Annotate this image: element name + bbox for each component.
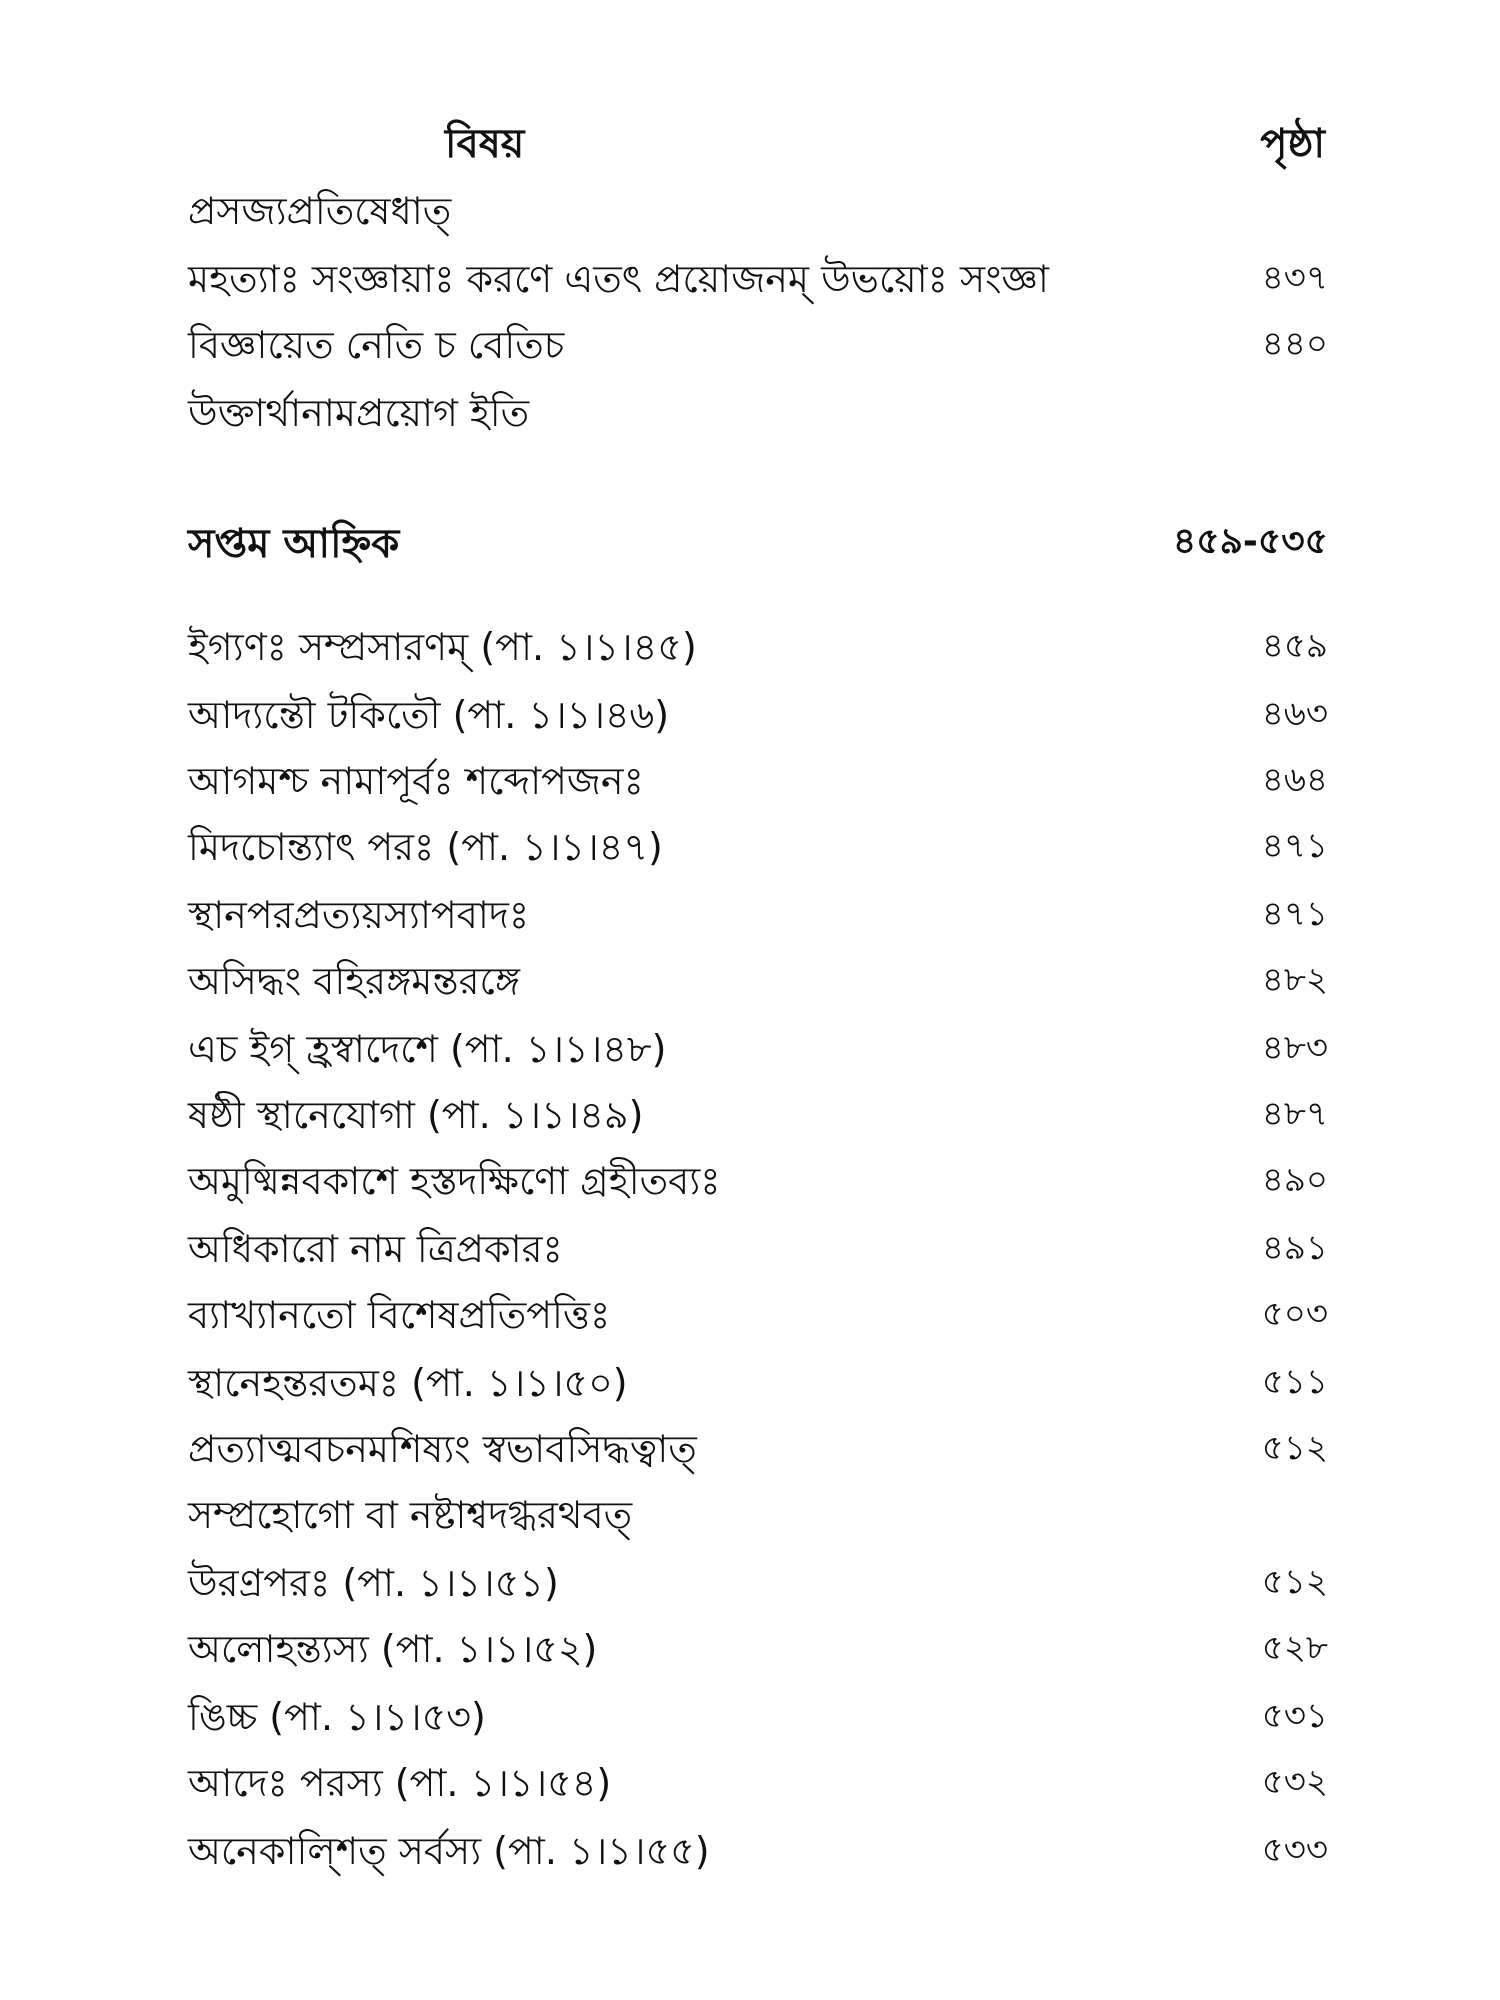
entry-title: বিজ্ঞায়েত নেতি চ বেতিচ: [188, 323, 565, 367]
toc-entry: [188, 752, 1328, 812]
toc-entry: [188, 1754, 1328, 1814]
section-title: সপ্তম আহ্নিক: [188, 521, 400, 567]
entry-page: ৫১২: [1261, 1562, 1328, 1602]
entry-page: ৪৮২: [1261, 960, 1328, 1000]
entry-page: ৪৮৭: [1261, 1094, 1328, 1134]
toc-entry: [188, 1286, 1328, 1346]
entry-title: উক্তার্থানামপ্রয়োগ ইতি: [188, 391, 530, 435]
entry-title: ব্যাখ্যানতো বিশেষপ্রতিপত্তিঃ: [188, 1293, 611, 1337]
entry-title: আদ্যন্তৌ টকিতৌ (পা. ১।১।৪৬): [188, 693, 670, 737]
entry-title: স্থানেহন্তরতমঃ (পা. ১।১।৫০): [188, 1361, 628, 1405]
entry-title: এচ ইগ্ হ্রস্বাদেশে (পা. ১।১।৪৮): [188, 1027, 667, 1071]
subject-column-heading: বিষয়: [445, 121, 525, 167]
entry-page: ৪৪০: [1261, 324, 1328, 364]
toc-entry: [188, 316, 1328, 376]
entry-page: ৪৭১: [1261, 894, 1328, 934]
toc-entry: [188, 1688, 1328, 1748]
toc-entry: [188, 1152, 1328, 1212]
entry-title: অলোহন্ত্যস্য (পা. ১।১।৫২): [188, 1627, 598, 1671]
entry-page: ৪৯১: [1261, 1228, 1328, 1268]
entry-page: ৫১২: [1261, 1428, 1328, 1468]
entry-title: স্থানপরপ্রত্যয়স্যাপবাদঃ: [188, 893, 530, 937]
entry-page: ৪৬৪: [1261, 760, 1328, 800]
entry-title: অধিকারো নাম ত্রিপ্রকারঃ: [188, 1227, 563, 1271]
toc-entry: [188, 818, 1328, 878]
toc-entry: [188, 952, 1328, 1012]
entry-page: ৫২৮: [1261, 1628, 1328, 1668]
toc-entry: [188, 618, 1328, 678]
entry-title: ইগ্যণঃ সম্প্রসারণম্ (পা. ১।১।৪৫): [188, 625, 697, 669]
entry-page: ৫০৩: [1261, 1294, 1328, 1334]
entry-page: ৪৩৭: [1261, 258, 1328, 298]
entry-title: মহত্যাঃ সংজ্ঞায়াঃ করণে এতৎ প্রয়োজনম্ উভয়োঃ সংজ্ঞা: [188, 257, 1049, 301]
entry-page: ৪৮৩: [1261, 1028, 1328, 1068]
entry-page: ৫৩১: [1261, 1696, 1328, 1736]
toc-entry: [188, 1620, 1328, 1680]
section-heading: [188, 512, 1328, 572]
entry-page: ৪৫৯: [1261, 626, 1328, 666]
entry-page: ৫১১: [1261, 1362, 1328, 1402]
entry-page: ৫৩৩: [1261, 1830, 1328, 1870]
toc-entry: [188, 1554, 1328, 1614]
entry-title: প্রসজ্যপ্রতিষেধাত্: [188, 189, 452, 233]
entry-title: অসিদ্ধং বহিরঙ্গমন্তরঙ্গে: [188, 959, 520, 1003]
page-column-heading: পৃষ্ঠা: [1260, 121, 1325, 167]
entry-page: ৪৯০: [1261, 1160, 1328, 1200]
entry-title: প্রত্যাত্মবচনমশিষ্যং স্বভাবসিদ্ধত্বাত্: [188, 1427, 697, 1471]
toc-entry: [188, 182, 1328, 242]
entry-page: ৪৬৩: [1261, 694, 1328, 734]
entry-title: ঙিচ্চ (পা. ১।১।৫৩): [188, 1695, 486, 1739]
toc-entry: [188, 1220, 1328, 1280]
toc-entry: [188, 1486, 1328, 1546]
entry-title: ষষ্ঠী স্থানেযোগা (পা. ১।১।৪৯): [188, 1093, 644, 1137]
entry-page: ৫৩২: [1261, 1762, 1328, 1802]
entry-title: মিদচোন্ত্যাৎ পরঃ (পা. ১।১।৪৭): [188, 825, 663, 869]
entry-title: অনেকাল্শিত্ সর্বস্য (পা. ১।১।৫৫): [188, 1829, 710, 1873]
section-page-range: ৪৫৯-৫৩৫: [1172, 521, 1328, 562]
toc-entry: [188, 1822, 1328, 1882]
entry-title: আদেঃ পরস্য (পা. ১।১।৫৪): [188, 1761, 612, 1805]
entry-page: ৪৭১: [1261, 826, 1328, 866]
entry-title: অমুষ্মিন্নবকাশে হস্তদক্ষিণো গ্রহীতব্যঃ: [188, 1159, 721, 1203]
toc-entry: [188, 250, 1328, 310]
entry-title: আগমশ্চ নামাপূর্বঃ শব্দোপজনঃ: [188, 759, 644, 803]
toc-entry: [188, 1354, 1328, 1414]
toc-entry: [188, 1420, 1328, 1480]
entry-title: উরণ্রপরঃ (পা. ১।১।৫১): [188, 1561, 559, 1605]
toc-entry: [188, 686, 1328, 746]
toc-entry: [188, 384, 1328, 444]
entry-title: সম্প্রহোগো বা নষ্টাশ্বদগ্ধরথবত্: [188, 1493, 633, 1537]
toc-entry: [188, 1020, 1328, 1080]
toc-entry: [188, 1086, 1328, 1146]
toc-entry: [188, 886, 1328, 946]
